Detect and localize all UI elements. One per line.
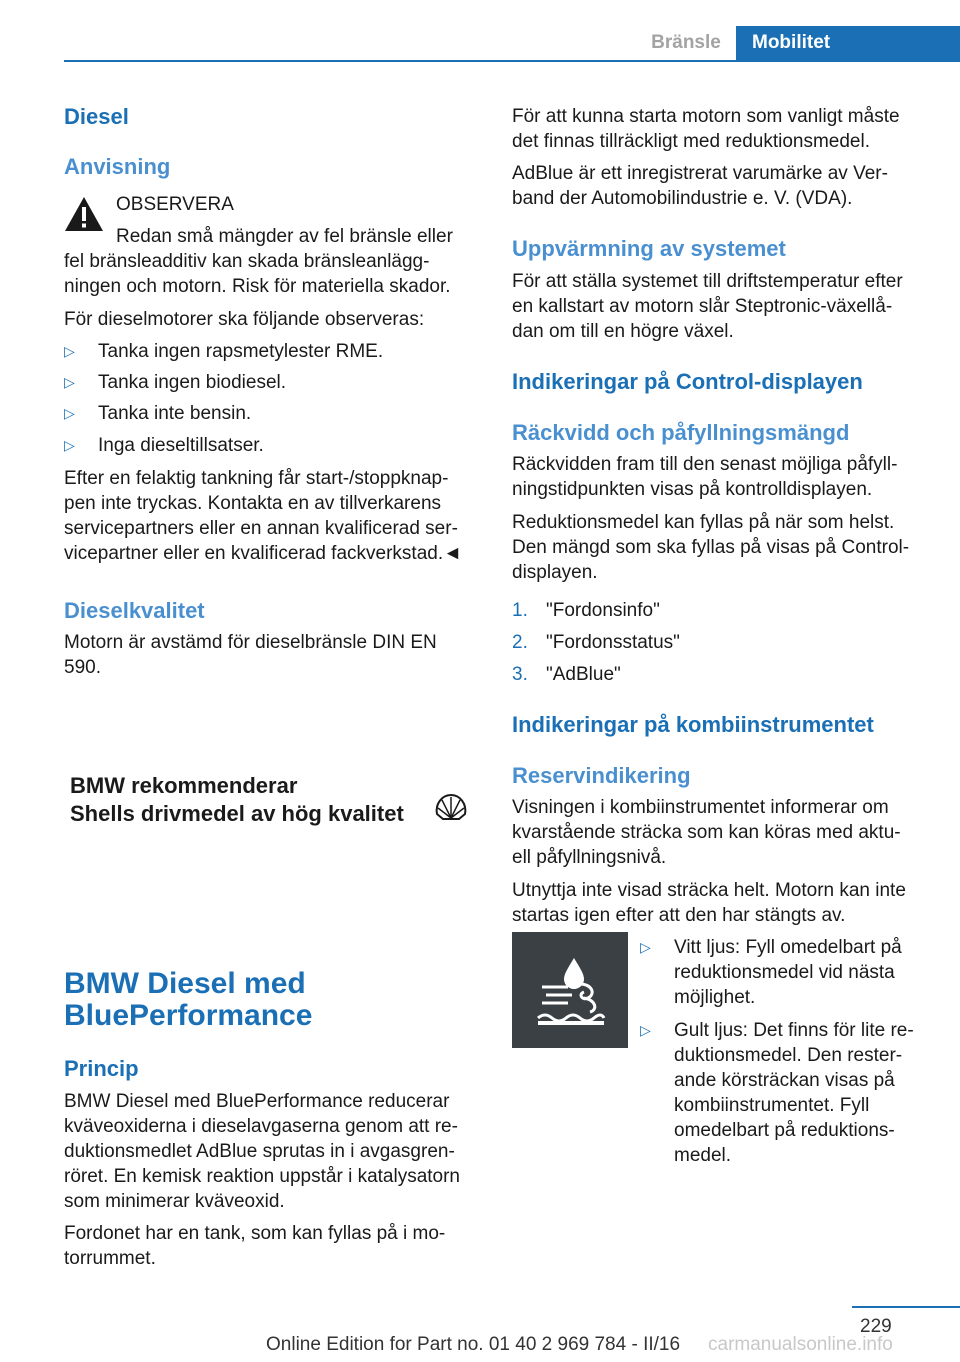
edition-text: Online Edition for Part no. 01 40 2 969 784 - II/16 [266, 1334, 681, 1355]
warning-label: OBSERVERA [116, 194, 234, 215]
adblue-warning-icon [512, 932, 628, 1048]
quality-text-2: 590. [64, 657, 101, 678]
warm-text-1: För att ställa systemet till driftstemperatur efter [512, 271, 903, 292]
after-text-1: Efter en felaktig tankning får start-/stoppknap- [64, 468, 449, 489]
triangle-bullet-icon: ▷ [640, 1022, 651, 1038]
range-text-1: Räckvidden fram till den senast möjliga påfyll- [512, 454, 898, 475]
res-text-2: kvarstående sträcka som kan köras med aktu- [512, 822, 901, 843]
yellow-text-5: omedelbart på reduktions- [674, 1120, 895, 1141]
princip-text-4: röret. En kemisk reaktion uppstår i katalysatorn [64, 1166, 461, 1187]
princip-text-5: som minimerar kväveoxid. [64, 1191, 285, 1212]
princip-text-3: duktionsmedlet AdBlue sprutas in i avgasgren- [64, 1141, 455, 1162]
heading-dieselkvalitet: Dieselkvalitet [64, 598, 205, 623]
tank-text-2: torrummet. [64, 1248, 156, 1269]
triangle-bullet-icon: ▷ [64, 437, 75, 453]
use-text-1: Utnyttja inte visad sträcka helt. Motorn kan inte [512, 880, 906, 901]
white-text-3: möjlighet. [674, 987, 756, 1008]
warning-text-3: ningen och motorn. Risk för materiella skador. [64, 276, 451, 297]
yellow-text-3: ande körsträckan visas på [674, 1070, 895, 1091]
header-rule [64, 60, 960, 62]
red-text-2: Den mängd som ska fyllas på visas på Control- [512, 537, 910, 558]
ad-line-1: BMW rekommenderar [70, 773, 298, 798]
warning-icon [64, 196, 104, 232]
warm-text-3: dan om till en högre växel. [512, 321, 734, 342]
warning-text-2: fel bränsleadditiv kan skada bränsleanlägg- [64, 251, 430, 272]
heading-uppvarmning: Uppvärmning av systemet [512, 236, 786, 261]
start-text-2: det finnas tillräckligt med reduktionsmedel. [512, 131, 871, 152]
after-text-4: vicepartner eller en kvalificerad fackverkstad.◄ [64, 543, 462, 564]
yellow-text-6: medel. [674, 1145, 732, 1166]
tab-mobilitet[interactable]: Mobilitet [736, 26, 960, 62]
warm-text-2: en kallstart av motorn slår Steptronic-växellå- [512, 296, 893, 317]
res-text-1: Visningen i kombiinstrumentet informerar om [512, 797, 889, 818]
res-text-3: ell påfyllningsnivå. [512, 847, 667, 868]
triangle-bullet-icon: ▷ [64, 405, 75, 421]
princip-text-2: kväveoxiderna i dieselavgaserna genom att re- [64, 1116, 458, 1137]
heading-bmw-diesel: BMW Diesel med BluePerformance [64, 967, 313, 1032]
white-text-2: reduktionsmedel vid nästa [674, 962, 895, 983]
adblue-text-2: band der Automobilindustrie e. V. (VDA). [512, 188, 853, 209]
heading-anvisning: Anvisning [64, 154, 171, 179]
triangle-bullet-icon: ▷ [64, 374, 75, 390]
heading-control-display: Indikeringar på Control-displayen [512, 369, 863, 394]
heading-diesel: Diesel [64, 104, 129, 129]
heading-princip: Princip [64, 1056, 139, 1081]
red-text-3: displayen. [512, 562, 598, 583]
adblue-text-1: AdBlue är ett inregistrerat varumärke av Ver- [512, 163, 888, 184]
tab-bransle[interactable]: Bränsle [651, 32, 721, 53]
yellow-text-2: duktionsmedel. Den rester- [674, 1045, 903, 1066]
heading-reservindikering: Reservindikering [512, 763, 691, 788]
footer-rule [852, 1306, 960, 1308]
watermark[interactable]: carmanualsonline.info [708, 1334, 893, 1355]
start-text-1: För att kunna starta motorn som vanligt måste [512, 106, 900, 127]
shell-logo-icon [434, 792, 468, 822]
diesel-intro: För dieselmotorer ska följande observeras: [64, 309, 425, 330]
triangle-bullet-icon: ▷ [640, 939, 651, 955]
after-text-3: servicepartners eller en annan kvalificerad ser- [64, 518, 458, 539]
princip-text-1: BMW Diesel med BluePerformance reducerar [64, 1091, 450, 1112]
ad-line-2: Shells drivmedel av hög kvalitet [70, 801, 404, 826]
shell-advertisement [64, 770, 484, 840]
tank-text-1: Fordonet har en tank, som kan fyllas på i mo- [64, 1223, 446, 1244]
after-text-2: pen inte tryckas. Kontakta en av tillverkarens [64, 493, 442, 514]
heading-kombi: Indikeringar på kombiinstrumentet [512, 712, 874, 737]
yellow-text-4: kombiinstrumentet. Fyll [674, 1095, 870, 1116]
use-text-2: startas igen efter att den har stängts av. [512, 905, 846, 926]
warning-text-1: Redan små mängder av fel bränsle eller [116, 226, 453, 247]
triangle-bullet-icon: ▷ [64, 343, 75, 359]
quality-text-1: Motorn är avstämd för dieselbränsle DIN EN [64, 632, 437, 653]
red-text-1: Reduktionsmedel kan fyllas på när som helst. [512, 512, 895, 533]
heading-rackvidd: Räckvidd och påfyllningsmängd [512, 420, 850, 445]
page-number: 229 [860, 1316, 892, 1337]
range-text-2: ningstidpunkten visas på kontrolldisplayen. [512, 479, 873, 500]
